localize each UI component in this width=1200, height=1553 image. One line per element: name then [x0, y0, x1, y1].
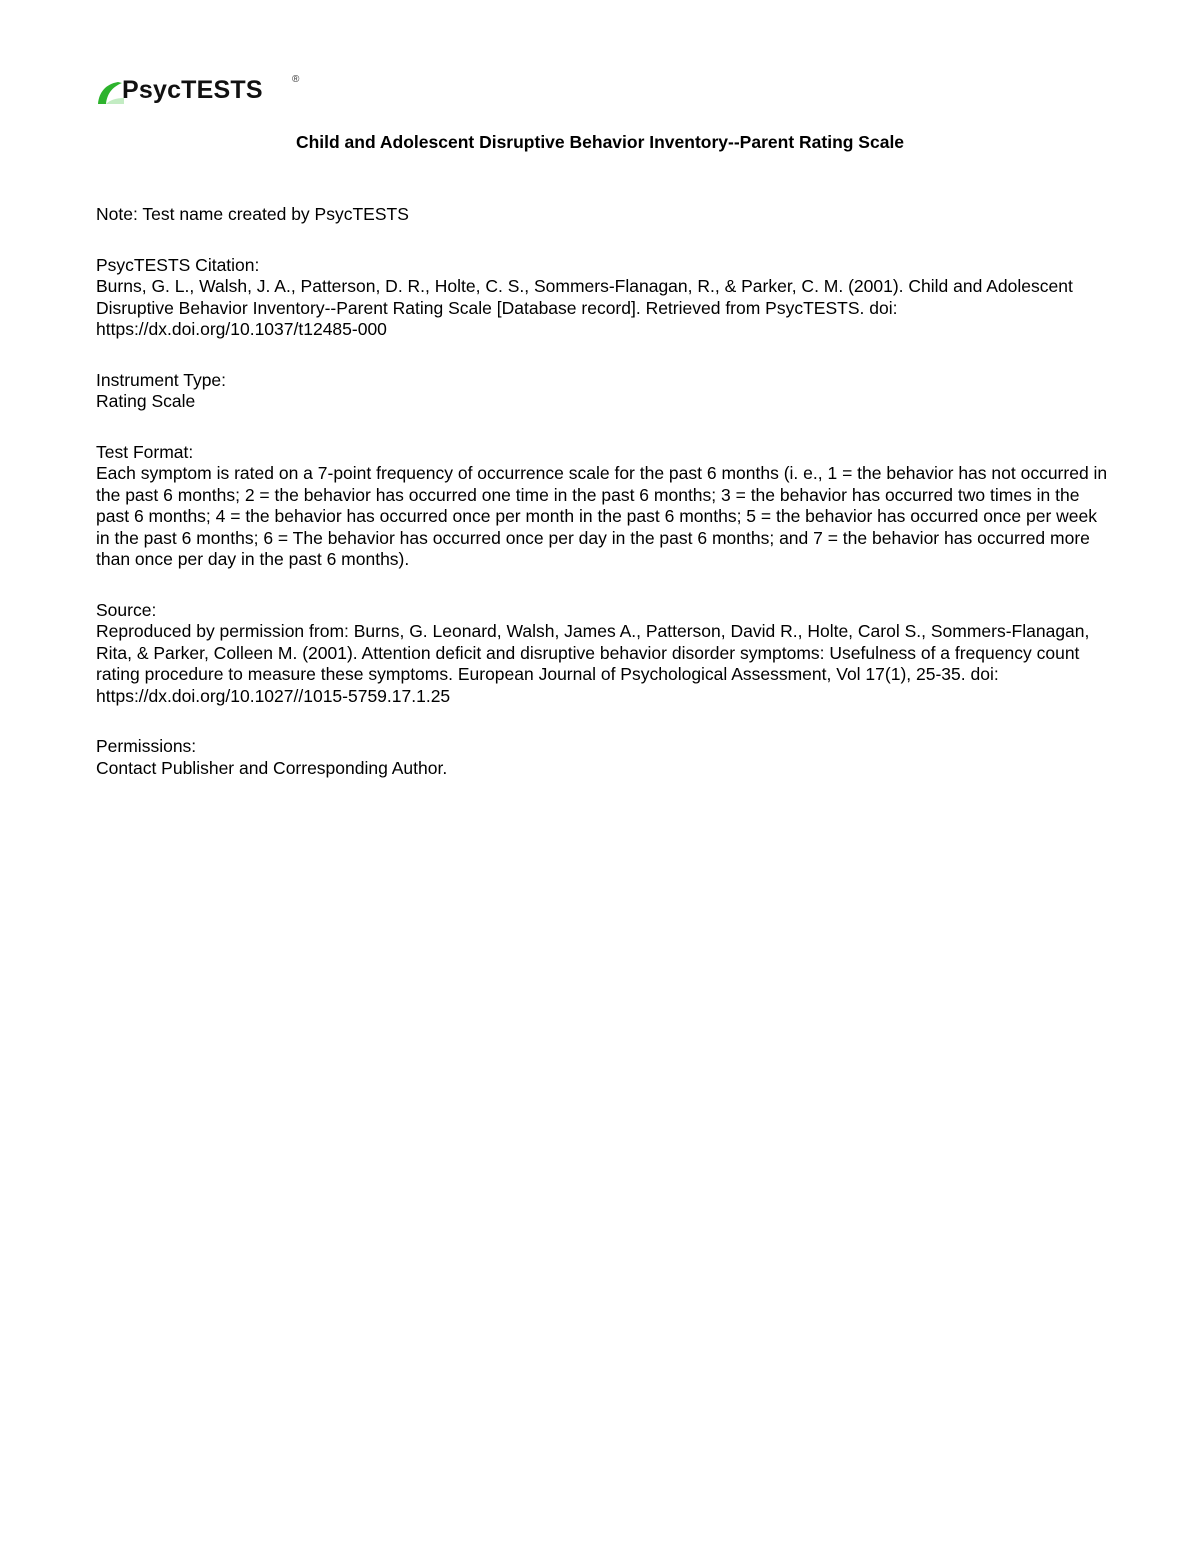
- citation-section: [96, 255, 1108, 341]
- logo-wordmark: PsycTESTS: [122, 76, 263, 104]
- permissions-section: [96, 736, 1108, 779]
- citation-text: Burns, G. L., Walsh, J. A., Patterson, D. R., Holte, C. S., Sommers-Flanagan, R., & Parker, C. M. (2001). Child and Adolescent Disruptive Behavior Inventory--Parent Rating Scale [Database record]. Retrieved from PsycTESTS. doi: https://dx.doi.org/10.1037/t12485-000: [96, 276, 1073, 339]
- citation-label: PsycTESTS Citation:: [96, 254, 260, 275]
- test-format-label: Test Format:: [96, 441, 194, 462]
- note-section: [96, 204, 1108, 226]
- instrument-type-label: Instrument Type:: [96, 369, 227, 390]
- source-section: [96, 600, 1108, 708]
- document-title: Child and Adolescent Disruptive Behavior Inventory--Parent Rating Scale: [295, 132, 905, 152]
- source-label: Source:: [96, 599, 157, 620]
- instrument-type-section: [96, 370, 1108, 413]
- permissions-label: Permissions:: [96, 736, 197, 756]
- permissions-text: Contact Publisher and Corresponding Author.: [96, 757, 448, 778]
- psyctests-logo: [96, 72, 336, 112]
- test-format-text: Each symptom is rated on a 7-point frequency of occurrence scale for the past 6 months (i. e., 1 = the behavior has not occurred in the past 6 months; 2 = the behavior has occurred one time in the past 6 months; 3 = the behavior has occurred two times in the past 6 months; 4 = the behavior has occurred once per month in the past 6 months; 5 = the behavior has occurred once per week in the past 6 months; 6 = The behavior has occurred once per day in the past 6 months; and 7 = the behavior has occurred more than once per day in the past 6 months).: [96, 463, 1108, 569]
- test-format-section: [96, 442, 1108, 571]
- registered-mark: ®: [292, 74, 300, 85]
- source-text: Reproduced by permission from: Burns, G. Leonard, Walsh, James A., Patterson, David R., Holte, Carol S., Sommers-Flanagan, Rita, & Parker, Colleen M. (2001). Attention deficit and disruptive behavior disorder symptoms: Usefulness of a frequency count rating procedure to measure these symptoms. European Journal of Psychological Assessment, Vol 17(1), 25-35. doi: https://dx.doi.org/10.1027//1015-5759.17.1.25: [96, 621, 1090, 706]
- document-body: [96, 204, 1108, 808]
- instrument-type-text: Rating Scale: [96, 391, 196, 411]
- note-text: Note: Test name created by PsycTESTS: [96, 204, 409, 224]
